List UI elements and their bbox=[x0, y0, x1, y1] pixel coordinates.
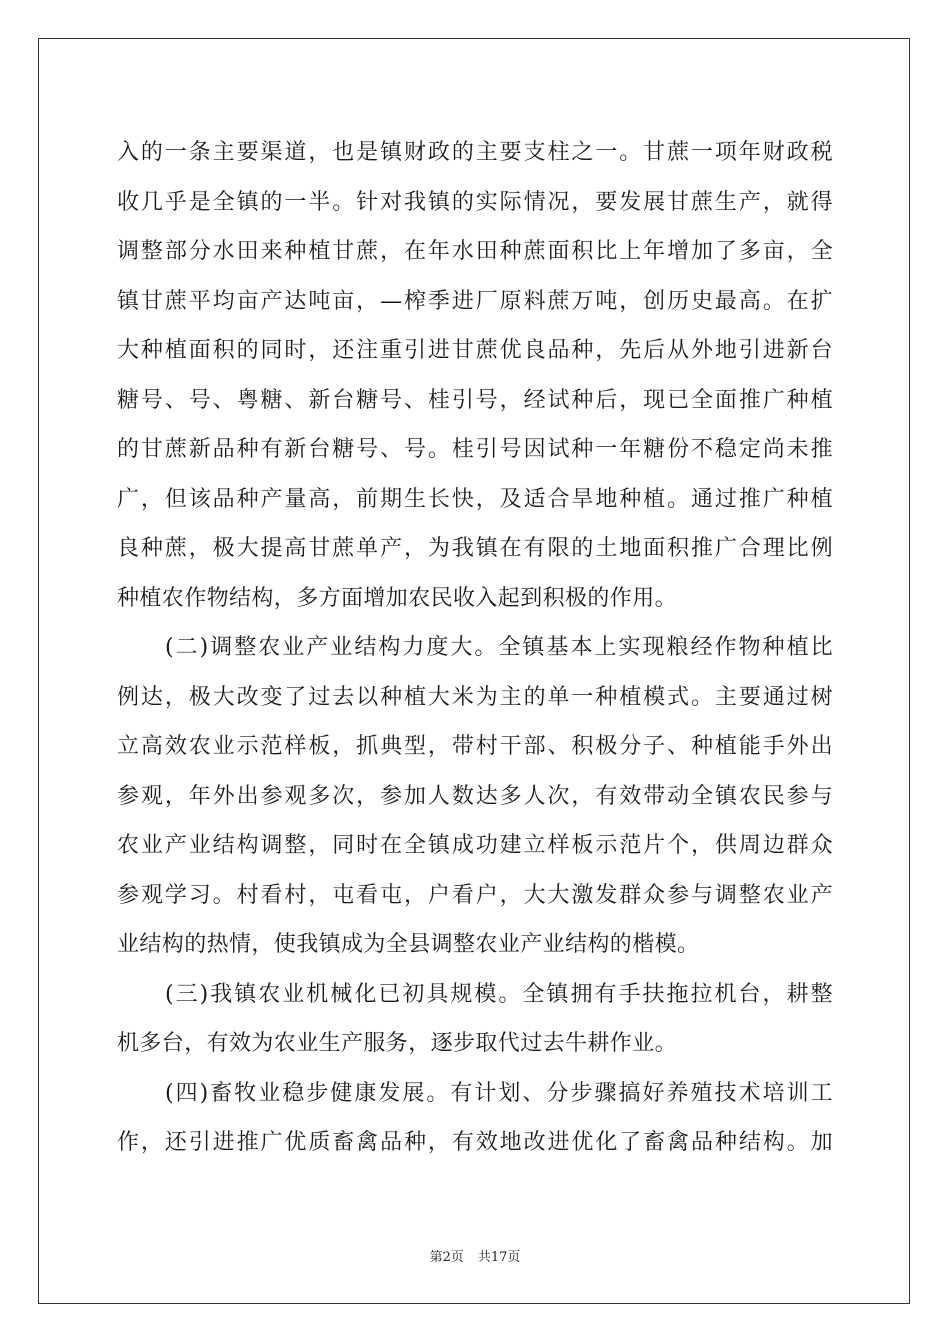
text-line: (四)畜牧业稳步健康发展。有计划、分步骤搞好养殖技术培训工 bbox=[117, 1080, 833, 1106]
text-line: (二)调整农业产业结构力度大。全镇基本上实现粮经作物种植比 bbox=[117, 635, 833, 660]
page-number-current: 第2页 bbox=[429, 1250, 464, 1265]
page-number-total: 共17页 bbox=[477, 1250, 521, 1265]
page-footer bbox=[0, 1246, 950, 1265]
document-body bbox=[117, 128, 833, 1168]
text-line: 例达，极大改变了过去以种植大米为主的单一种植模式。主要通过树 bbox=[117, 684, 833, 710]
text-line: 参观，年外出参观多次，参加人数达多人次，有效带动全镇农民参与 bbox=[117, 783, 833, 809]
text-line: 糖号、号、粤糖、新台糖号、桂引号，经试种后，现已全面推广种植 bbox=[117, 387, 833, 413]
text-line: 大种植面积的同时，还注重引进甘蔗优良品种，先后从外地引进新台 bbox=[117, 338, 833, 363]
text-line: 立高效农业示范样板，抓典型，带村干部、积极分子、种植能手外出 bbox=[117, 734, 833, 759]
text-line: 调整部分水田来种植甘蔗，在年水田种蔗面积比上年增加了多亩，全 bbox=[117, 239, 833, 264]
text-line: 农业产业结构调整，同时在全镇成功建立样板示范片个，供周边群众 bbox=[117, 833, 833, 858]
text-line: 收几乎是全镇的一半。针对我镇的实际情况，要发展甘蔗生产，就得 bbox=[117, 189, 833, 215]
text-line: 的甘蔗新品种有新台糖号、号。桂引号因试种一年糖份不稳定尚未推 bbox=[117, 437, 833, 462]
text-line: 业结构的热情，使我镇成为全县调整农业产业结构的楷模。 bbox=[117, 932, 700, 957]
text-line: 镇甘蔗平均亩产达吨亩，—榨季进厂原料蔗万吨，创历史最高。在扩 bbox=[117, 288, 833, 314]
text-line: 参观学习。村看村，屯看屯，户看户，大大激发群众参与调整农业产 bbox=[117, 882, 833, 908]
text-line: 良种蔗，极大提高甘蔗单产，为我镇在有限的土地面积推广合理比例 bbox=[117, 536, 833, 561]
text-line: 作，还引进推广优质畜禽品种，有效地改进优化了畜禽品种结构。加 bbox=[117, 1130, 833, 1155]
text-line: (三)我镇农业机械化已初具规模。全镇拥有手扶拖拉机台，耕整 bbox=[117, 981, 833, 1007]
text-line: 入的一条主要渠道，也是镇财政的主要支柱之一。甘蔗一项年财政税 bbox=[117, 140, 833, 165]
text-line: 机多台，有效为农业生产服务，逐步取代过去牛耕作业。 bbox=[117, 1031, 678, 1056]
text-line: 种植农作物结构，多方面增加农民收入起到积极的作用。 bbox=[117, 585, 678, 611]
text-line: 广，但该品种产量高，前期生长快，及适合旱地种植。通过推广种植 bbox=[117, 486, 833, 512]
